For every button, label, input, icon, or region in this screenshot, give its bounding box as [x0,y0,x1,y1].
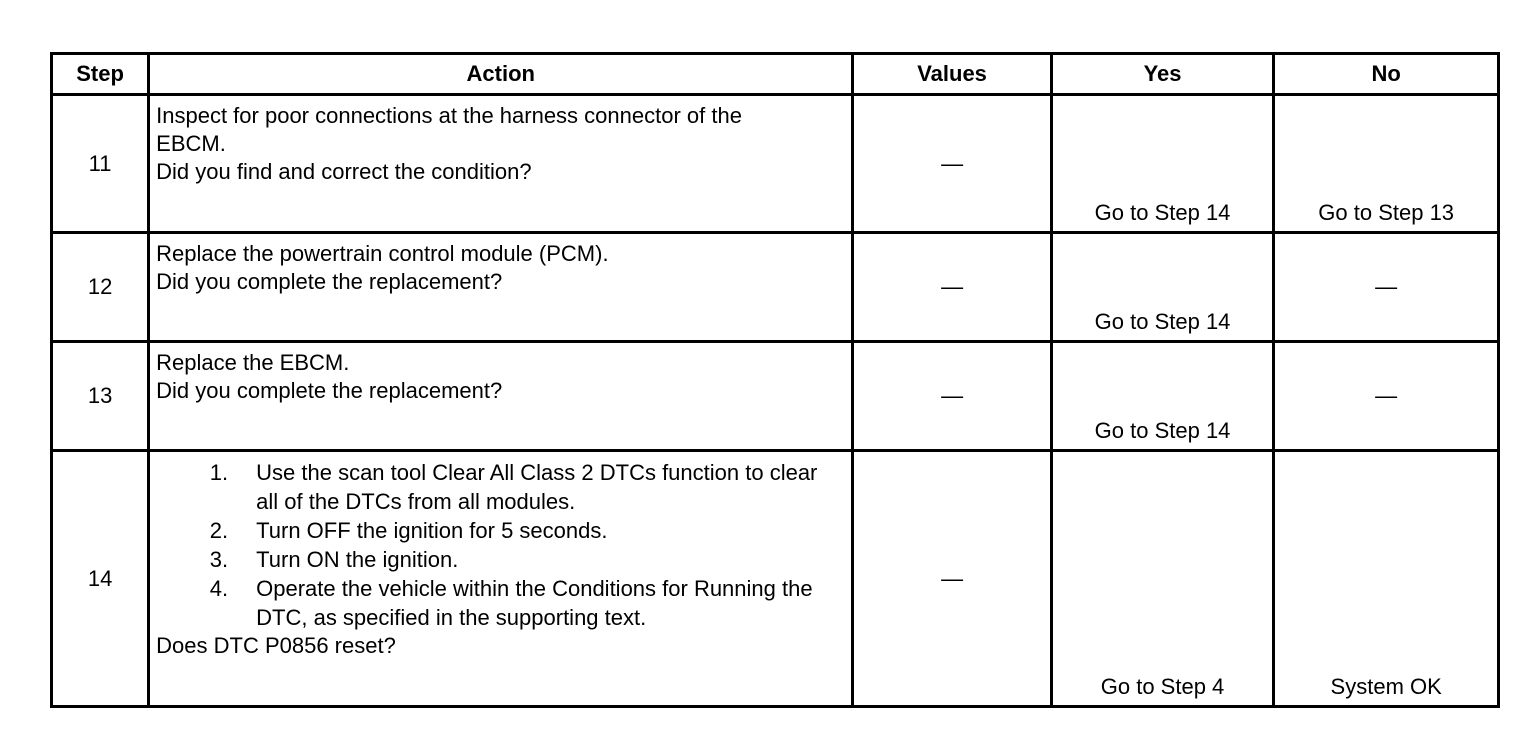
action-text: Inspect for poor connections at the harness connector of the [156,103,742,128]
diagnostic-table [50,52,1500,708]
table-row [52,233,1499,342]
action-question: Does DTC P0856 reset? [156,633,396,658]
list-item [156,516,845,545]
values-cell [853,233,1051,342]
list-number: 3. [209,547,229,572]
header-step: Step [52,54,149,95]
list-number: 4. [209,576,229,601]
action-cell [149,233,853,342]
action-text: Replace the EBCM. [156,350,350,375]
header-action: Action [149,54,853,95]
header-yes: Yes [1051,54,1274,95]
list-text: Turn OFF the ignition for 5 seconds. [256,518,608,543]
no-cell [1274,95,1499,233]
no-cell [1274,451,1499,707]
em-dash: — [941,274,964,299]
list-item [156,458,845,516]
list-text: Operate the vehicle within the Conditions for Running the DTC, as specified in the supporting text. [256,576,813,630]
yes-cell [1051,95,1274,233]
yes-outcome: Go to Step 4 [1100,674,1225,699]
step-number: 13 [52,342,149,451]
em-dash: — [1375,383,1398,408]
action-text: Replace the powertrain control module (PCM). [156,241,609,266]
table-row [52,451,1499,707]
action-cell [149,342,853,451]
em-dash: — [941,565,964,591]
table-row [52,95,1499,233]
action-cell [149,95,853,233]
yes-cell [1051,233,1274,342]
step-number: 11 [52,95,149,233]
yes-cell [1051,342,1274,451]
action-question: Did you find and correct the condition? [156,159,532,184]
yes-outcome: Go to Step 14 [1094,200,1231,225]
list-text: Use the scan tool Clear All Class 2 DTCs function to clear all of the DTCs from all modules. [256,460,818,514]
procedure-list [156,458,845,632]
yes-outcome: Go to Step 14 [1094,309,1231,334]
em-dash: — [941,150,964,176]
no-outcome: Go to Step 13 [1318,200,1455,225]
table-row [52,342,1499,451]
action-question: Did you complete the replacement? [156,269,503,294]
no-outcome: System OK [1330,674,1442,699]
action-text: EBCM. [156,131,226,156]
values-cell [853,342,1051,451]
yes-outcome: Go to Step 14 [1094,418,1231,443]
no-cell [1274,342,1499,451]
header-values: Values [853,54,1051,95]
no-cell [1274,233,1499,342]
em-dash: — [941,383,964,408]
list-number: 2. [209,518,229,543]
action-question: Did you complete the replacement? [156,378,503,403]
yes-cell [1051,451,1274,707]
em-dash: — [1375,274,1398,299]
step-number: 12 [52,233,149,342]
values-cell [853,451,1051,707]
list-item [156,574,845,632]
step-number: 14 [52,451,149,707]
list-number: 1. [209,460,229,485]
list-item [156,545,845,574]
action-cell [149,451,853,707]
list-text: Turn ON the ignition. [256,547,459,572]
header-no: No [1274,54,1499,95]
header-row [52,54,1499,95]
values-cell [853,95,1051,233]
